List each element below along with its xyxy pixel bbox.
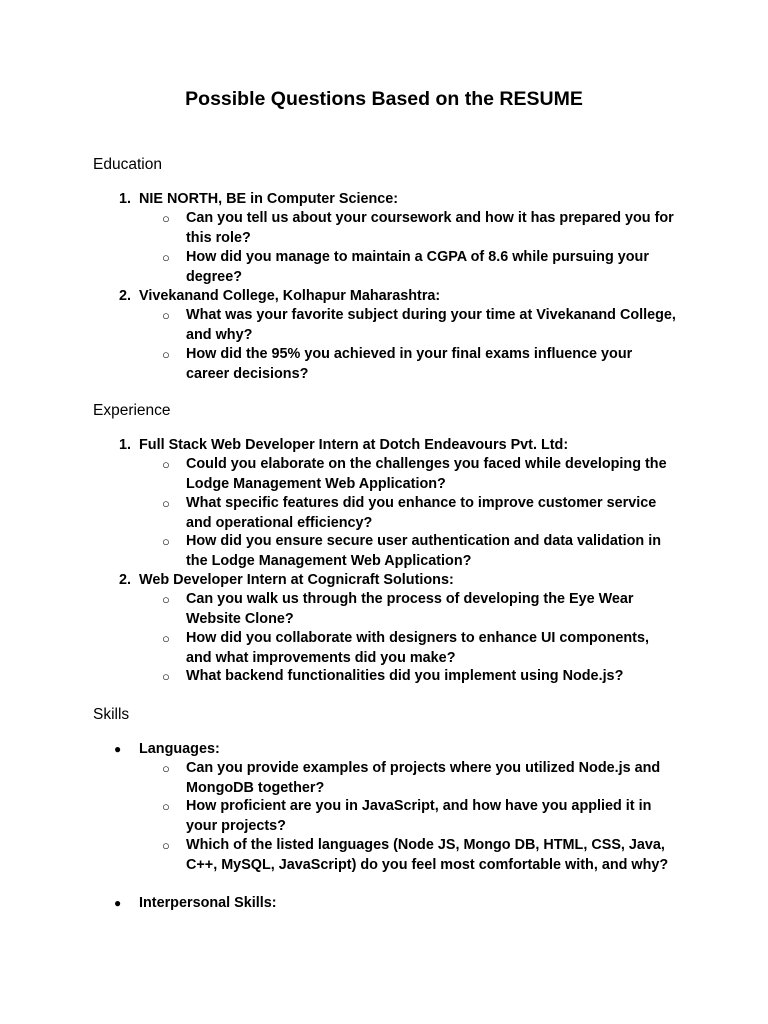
sub-bullet: ○ xyxy=(162,669,170,684)
experience-item-label: Full Stack Web Developer Intern at Dotch Endeavours Pvt. Ltd: xyxy=(139,437,569,453)
sub-bullet: ○ xyxy=(162,761,170,776)
list-number: 1. xyxy=(118,191,131,207)
question-item: How proficient are you in JavaScript, and how have you applied it in your projects? xyxy=(186,798,652,834)
sub-bullet: ○ xyxy=(162,592,170,607)
document-title: Possible Questions Based on the RESUME xyxy=(185,88,583,110)
question-item: Could you elaborate on the challenges you faced while developing the Lodge Management Web Application? xyxy=(186,456,667,492)
sub-bullet: ○ xyxy=(162,347,170,362)
experience-item-label: Web Developer Intern at Cognicraft Solutions: xyxy=(139,572,454,588)
question-item: What was your favorite subject during your time at Vivekanand College, and why? xyxy=(186,307,676,343)
question-item: What specific features did you enhance to improve customer service and operational efficiency? xyxy=(186,495,657,531)
question-item: Can you tell us about your coursework and how it has prepared you for this role? xyxy=(186,210,674,246)
sub-bullet: ○ xyxy=(162,799,170,814)
sub-bullet: ○ xyxy=(162,250,170,265)
sub-bullet: ○ xyxy=(162,457,170,472)
sub-bullet: ○ xyxy=(162,308,170,323)
question-item: How did you manage to maintain a CGPA of 8.6 while pursuing your degree? xyxy=(186,249,649,285)
bullet-dot: ● xyxy=(114,896,122,910)
sub-bullet: ○ xyxy=(162,534,170,549)
list-number: 2. xyxy=(118,572,131,588)
education-item-label: Vivekanand College, Kolhapur Maharashtra: xyxy=(139,288,441,304)
question-item: Which of the listed languages (Node JS, Mongo DB, HTML, CSS, Java, C++, MySQL, JavaScript) do you feel most comfortable with, and why? xyxy=(186,837,669,873)
sub-bullet: ○ xyxy=(162,631,170,646)
list-number: 2. xyxy=(118,288,131,304)
list-number: 1. xyxy=(118,437,131,453)
question-item: How did you ensure secure user authentication and data validation in the Lodge Management Web Application? xyxy=(186,533,661,569)
sub-bullet: ○ xyxy=(162,496,170,511)
section-heading-experience: Experience xyxy=(93,402,171,419)
section-heading-skills: Skills xyxy=(93,706,130,723)
question-item: Can you provide examples of projects where you utilized Node.js and MongoDB together? xyxy=(186,760,661,796)
question-item: Can you walk us through the process of developing the Eye Wear Website Clone? xyxy=(186,591,634,627)
skills-item-label: Interpersonal Skills: xyxy=(139,895,277,911)
question-item: What backend functionalities did you implement using Node.js? xyxy=(186,668,624,684)
education-item-label: NIE NORTH, BE in Computer Science: xyxy=(139,191,399,207)
question-item: How did the 95% you achieved in your final exams influence your career decisions? xyxy=(186,346,633,382)
sub-bullet: ○ xyxy=(162,838,170,853)
skills-item-label: Languages: xyxy=(139,741,220,757)
sub-bullet: ○ xyxy=(162,211,170,226)
bullet-dot: ● xyxy=(114,742,122,756)
section-heading-education: Education xyxy=(93,156,162,173)
question-item: How did you collaborate with designers to enhance UI components, and what improvements did you make? xyxy=(186,630,649,666)
